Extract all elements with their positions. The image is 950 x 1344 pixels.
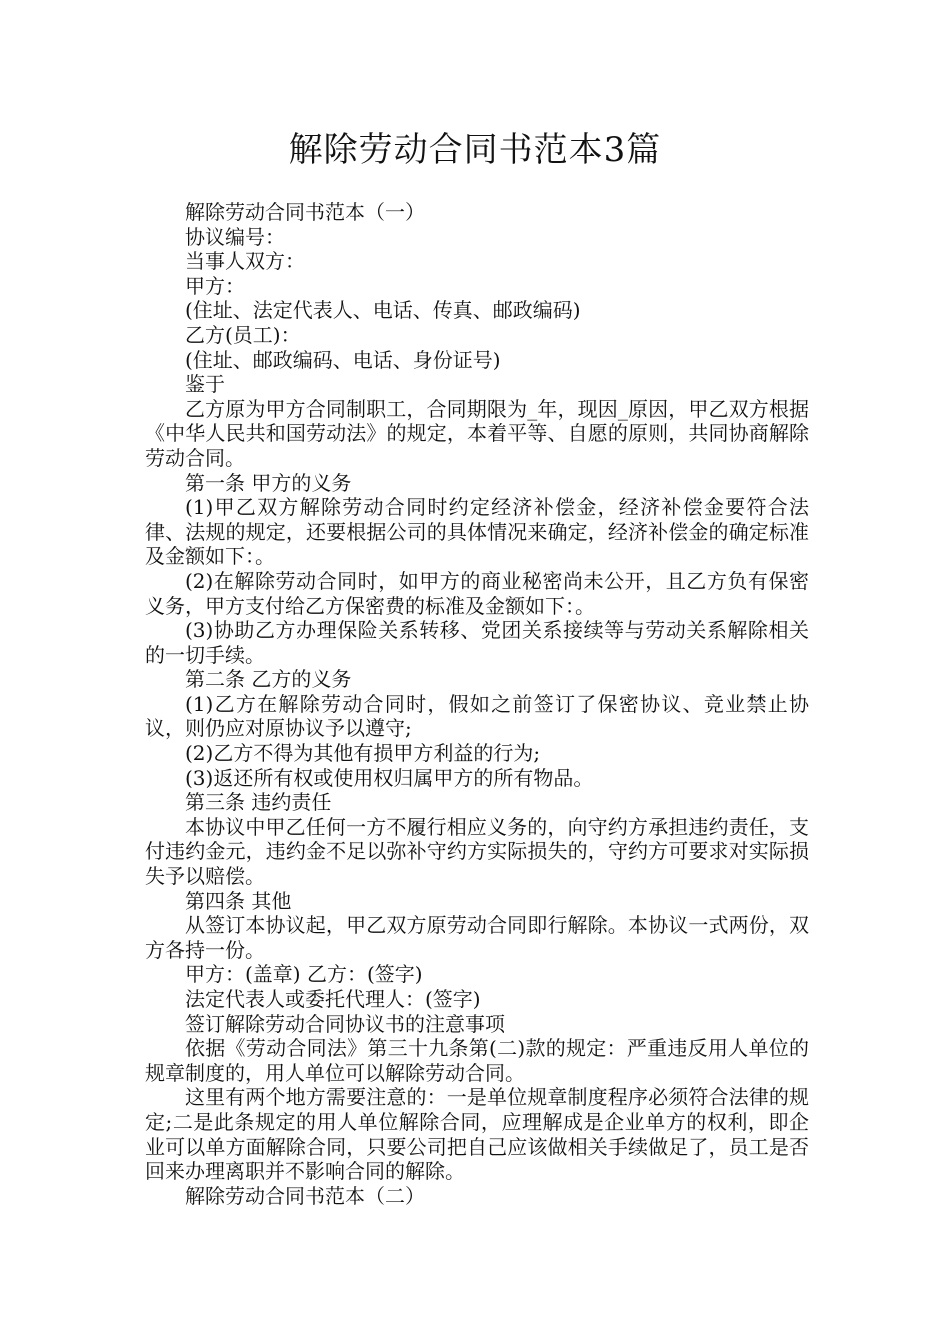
paragraph: (2)乙方不得为其他有损甲方利益的行为;	[185, 741, 541, 766]
document-body	[145, 200, 809, 1208]
paragraph: 从签订本协议起，甲乙双方原劳动合同即行解除。本协议一式两份，双方各持一份。	[145, 913, 809, 962]
paragraph: (1)甲乙双方解除劳动合同时约定经济补偿金，经济补偿金要符合法律、法规的规定，还要根据公司的具体情况来确定，经济补偿金的确定标准及金额如下：。	[145, 495, 809, 569]
paragraph: 当事人双方：	[185, 249, 305, 274]
signature-line: 甲方：(盖章) 乙方：(签字)	[185, 962, 423, 987]
paragraph: 解除劳动合同书范本（一）	[185, 200, 425, 224]
paragraph: 乙方原为甲方合同制职工，合同期限为_年，现因_原因，甲乙双方根据《中华人民共和国劳动法》的规定，本着平等、自愿的原则，共同协商解除劳动合同。	[145, 396, 809, 470]
paragraph: (住址、法定代表人、电话、传真、邮政编码)	[185, 298, 581, 323]
paragraph: (住址、邮政编码、电话、身份证号)	[185, 347, 501, 372]
paragraph: (3)返还所有权或使用权归属甲方的所有物品。	[185, 765, 594, 790]
signature-line: 法定代表人或委托代理人：(签字)	[185, 987, 481, 1011]
paragraph: 协议编号：	[185, 224, 285, 249]
paragraph: 本协议中甲乙任何一方不履行相应义务的，向守约方承担违约责任，支付违约金元，违约金不足以弥补守约方实际损失的，守约方可要求对实际损失予以赔偿。	[145, 814, 809, 889]
document-title: 解除劳动合同书范本3篇	[288, 130, 662, 170]
section-heading: 第四条 其他	[185, 888, 292, 913]
paragraph: 依据《劳动合同法》第三十九条第(二)款的规定：严重违反用人单位的规章制度的，用人单位可以解除劳动合同。	[145, 1036, 809, 1085]
section-heading: 签订解除劳动合同协议书的注意事项	[185, 1011, 505, 1036]
paragraph: 这里有两个地方需要注意的：一是单位规章制度程序必须符合法律的规定;二是此条规定的用人单位解除合同，应理解成是企业单方的权利，即企业可以单方面解除合同，只要公司把自己应该做相关手续做足了，员工是否回来办理离职并不影响合同的解除。	[145, 1085, 809, 1184]
paragraph: 鉴于	[185, 372, 225, 397]
section-heading: 第一条 甲方的义务	[185, 470, 352, 495]
section-heading: 第三条 违约责任	[185, 790, 332, 815]
paragraph: (3)协助乙方办理保险关系转移、党团关系接续等与劳动关系解除相关的一切手续。	[145, 618, 809, 667]
paragraph: (2)在解除劳动合同时，如甲方的商业秘密尚未公开，且乙方负有保密义务，甲方支付给乙方保密费的标准及金额如下：。	[145, 568, 809, 618]
paragraph: 乙方(员工)：	[185, 322, 301, 347]
paragraph: (1)乙方在解除劳动合同时，假如之前签订了保密协议、竞业禁止协议，则仍应对原协议予以遵守;	[145, 691, 809, 741]
paragraph: 甲方：	[185, 273, 245, 298]
section-heading: 解除劳动合同书范本（二）	[185, 1183, 425, 1208]
section-heading: 第二条 乙方的义务	[185, 667, 352, 692]
